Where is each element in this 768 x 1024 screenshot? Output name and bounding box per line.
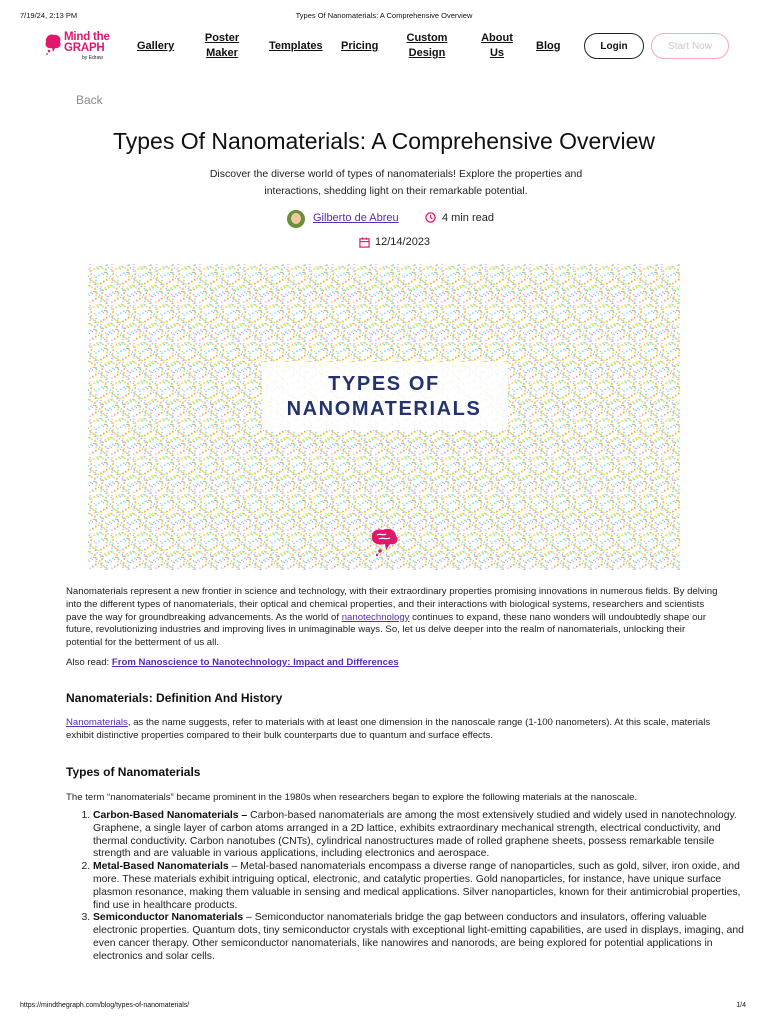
intro-text-2: continues to expand, these nano wonders will undoubtedly shape our future, revolutionizing industries and improving lives in unimaginable ways. So, let us delve deeper into the realm of nanomaterials, unlocking their potential for the betterment of us all.	[66, 611, 707, 649]
definition-text: , as the name suggests, refer to materials with at least one dimension in the nanoscale range (1-100 nanometers). At this scale, materials exhibit distinctive properties compared to their bulk counterparts due to quantum and surface effects.	[66, 717, 711, 741]
heading-definition: Nanomaterials: Definition And History	[66, 691, 283, 705]
site-logo[interactable]	[44, 32, 124, 62]
brand-line-1: Mind the	[64, 31, 110, 43]
article-date-row	[0, 236, 768, 252]
nav-custom-design[interactable]	[404, 31, 450, 61]
nav-about-us-line2: Us	[489, 47, 505, 59]
print-page-number: 1/4	[736, 1002, 746, 1009]
nav-poster-maker-line1: Poster	[204, 32, 240, 44]
heading-types: Types of Nanomaterials	[66, 765, 201, 779]
also-read	[66, 657, 399, 668]
list-item	[93, 912, 753, 963]
article-subtitle: Discover the diverse world of types of nanomaterials! Explore the properties and interactions, shedding light on their remarkable potential.	[209, 168, 583, 197]
publish-date: 12/14/2023	[375, 236, 431, 248]
type-name: Metal-Based Nanomaterials	[93, 861, 229, 873]
nanomaterials-link[interactable]: Nanomaterials	[66, 717, 128, 728]
clock-icon	[425, 212, 436, 223]
article-title: Types Of Nanomaterials: A Comprehensive Overview	[112, 128, 655, 154]
nav-poster-maker-line2: Maker	[206, 47, 238, 59]
login-button[interactable]: Login	[584, 33, 644, 59]
print-header	[0, 11, 768, 23]
print-datetime: 7/19/24, 2:13 PM	[20, 11, 78, 20]
nav-about-us-line1: About	[481, 32, 513, 44]
article-meta	[0, 209, 768, 229]
hero-title-line2: NANOMATERIALS	[286, 398, 482, 420]
intro-paragraph	[66, 586, 722, 650]
print-url: https://mindthegraph.com/blog/types-of-nanomaterials/	[20, 1002, 190, 1009]
type-text: – Semiconductor nanomaterials bridge the gap between conductors and insulators, offering valuable electronic properties. Quantum dots, tiny semiconductor crystals with exceptional light-emitting capabilities, are used in displays, imaging, and even cancer therapy. Other semiconductor nanomaterials, like nanowires and nanorods, are being explored for potential applications in electronics and solar cells.	[93, 912, 744, 962]
nav-about-us[interactable]	[479, 31, 515, 61]
nav-blog[interactable]: Blog	[536, 40, 561, 52]
brain-mark-icon	[368, 527, 402, 557]
nav-templates[interactable]: Templates	[269, 40, 323, 52]
type-text: – Metal-based nanomaterials encompass a diverse range of nanoparticles, such as gold, silver, iron oxide, and more. These materials exhibit intriguing optical, electronic, and catalytic properties. Gold nanoparticles, for instance, have unique surface plasmon resonance, making them valuable in sensing and medical applications. Silver nanoparticles, known for their antimicrobial properties, find use in healthcare products.	[93, 861, 741, 911]
author-link[interactable]: Gilberto de Abreu	[313, 212, 399, 224]
definition-paragraph	[66, 717, 722, 743]
list-item	[93, 861, 753, 912]
type-name: Carbon-Based Nanomaterials –	[93, 810, 248, 821]
type-name: Semiconductor Nanomaterials	[93, 912, 244, 924]
author-avatar	[287, 210, 305, 228]
nav-poster-maker[interactable]	[204, 31, 240, 61]
nav-gallery[interactable]: Gallery	[137, 40, 175, 52]
types-list	[66, 810, 753, 964]
also-read-link[interactable]: From Nanoscience to Nanotechnology: Impact and Differences	[111, 657, 399, 668]
back-link[interactable]: Back	[76, 93, 103, 107]
list-item	[93, 810, 753, 861]
intro-text-1: Nanomaterials represent a new frontier in science and technology, with their extraordinary properties promising innovations in numerous fields. By delving into the different types of nanomaterials, their optical and chemical properties, and their interactions with biological systems, researchers and scientists pave the way for groundbreaking advancements. As the world of	[66, 586, 718, 623]
nav-custom-design-line1: Custom	[406, 32, 448, 44]
hero-title-line1: TYPES OF	[328, 373, 440, 395]
types-intro: The term “nanomaterials” became prominent in the 1980s when researchers began to explore the following materials at the nanoscale.	[66, 792, 638, 803]
start-now-button[interactable]: Start Now	[651, 33, 729, 59]
brand-line-2: GRAPH	[64, 42, 105, 54]
calendar-icon	[359, 237, 370, 248]
nav-pricing[interactable]: Pricing	[341, 40, 379, 52]
nav-custom-design-line2: Design	[408, 47, 446, 59]
brand-byline: by Edraw	[82, 55, 103, 61]
nanotechnology-link[interactable]: nanotechnology	[341, 611, 410, 623]
read-time: 4 min read	[442, 212, 494, 224]
hero-title	[0, 372, 768, 422]
type-text: Carbon-based nanomaterials are among the most extensively studied and widely used in nanotechnology. Graphene, a single layer of carbon atoms arranged in a 2D lattice, exhibits extraordinary mechanical strength, electrical conductivity, and thermal conductivity. Carbon nanotubes (CNTs), cylindrical nanostructures made of rolled graphene sheets, possess remarkable tensile strength and are valuable in various applications, including electronics and aerospace.	[93, 810, 737, 860]
brain-logo-icon	[44, 33, 62, 55]
also-read-label: Also read:	[66, 657, 112, 668]
brand-wordmark	[64, 32, 110, 54]
print-doc-title: Types Of Nanomaterials: A Comprehensive Overview	[295, 11, 473, 20]
